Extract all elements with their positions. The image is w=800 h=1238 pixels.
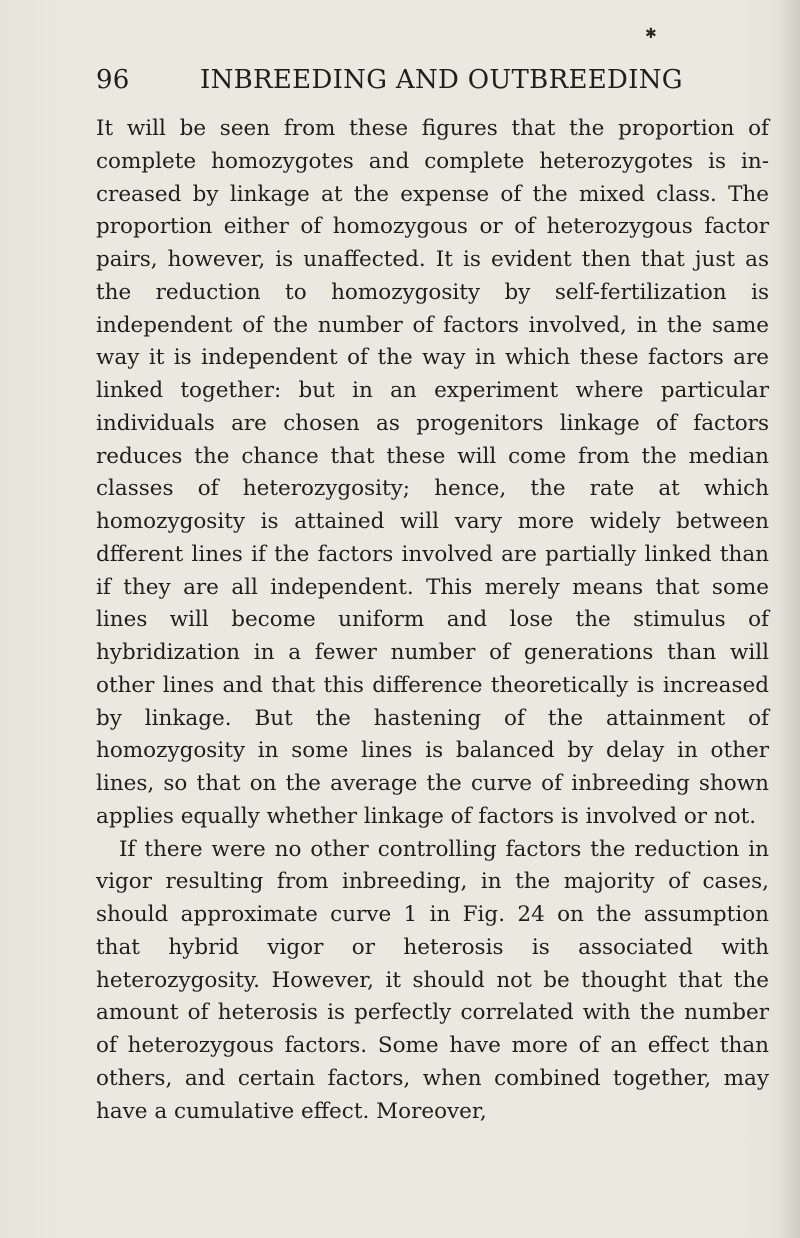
page-edge-shadow: [778, 0, 800, 1238]
page-number: 96: [96, 65, 130, 95]
running-head: INBREEDING AND OUTBREEDING: [200, 65, 683, 95]
paragraph-2: If there were no other controlling factors the reduction in vigor resulting from inbreeding, in the majority of cases, should approximate curve 1 in Fig. 24 on the assumption that hybrid vigor or heterosis is associated with heterozygosity. However, it should not be thought that the amount of heterosis is perfectly correlated with the number of heterozygous factors. Some have more of an effect than others, and certain factors, when combined together, may have a cumulative effect. Moreover,: [96, 836, 769, 1124]
body-text: [96, 113, 769, 1128]
page-header: [96, 60, 683, 100]
ink-speck: ✱: [645, 26, 657, 42]
paragraph-1: It will be seen from these figures that the proportion of complete homozygotes and complete heterozygotes is increased by linkage at the expense of the mixed class. The proportion either of homozygous or of heterozygous factor pairs, however, is unaffected. It is evident then that just as the reduction to homozygosity by self-fertilization is independent of the number of factors involved, in the same way it is independent of the way in which these factors are linked together: but in an experiment where particular individuals are chosen as progenitors linkage of factors reduces the chance that these will come from the median classes of heterozygosity; hence, the rate at which homozygosity is attained will vary more widely between dfferent lines if the factors involved are partially linked than if they are all independent. This merely means that some lines will become uniform and lose the stimulus of hybridization in a fewer number of generations than will other lines and that this difference theoretically is increased by linkage. But the hastening of the attainment of homozygosity in some lines is balanced by delay in other lines, so that on the average the curve of inbreeding shown applies equally whether linkage of factors is involved or not.: [96, 116, 769, 829]
